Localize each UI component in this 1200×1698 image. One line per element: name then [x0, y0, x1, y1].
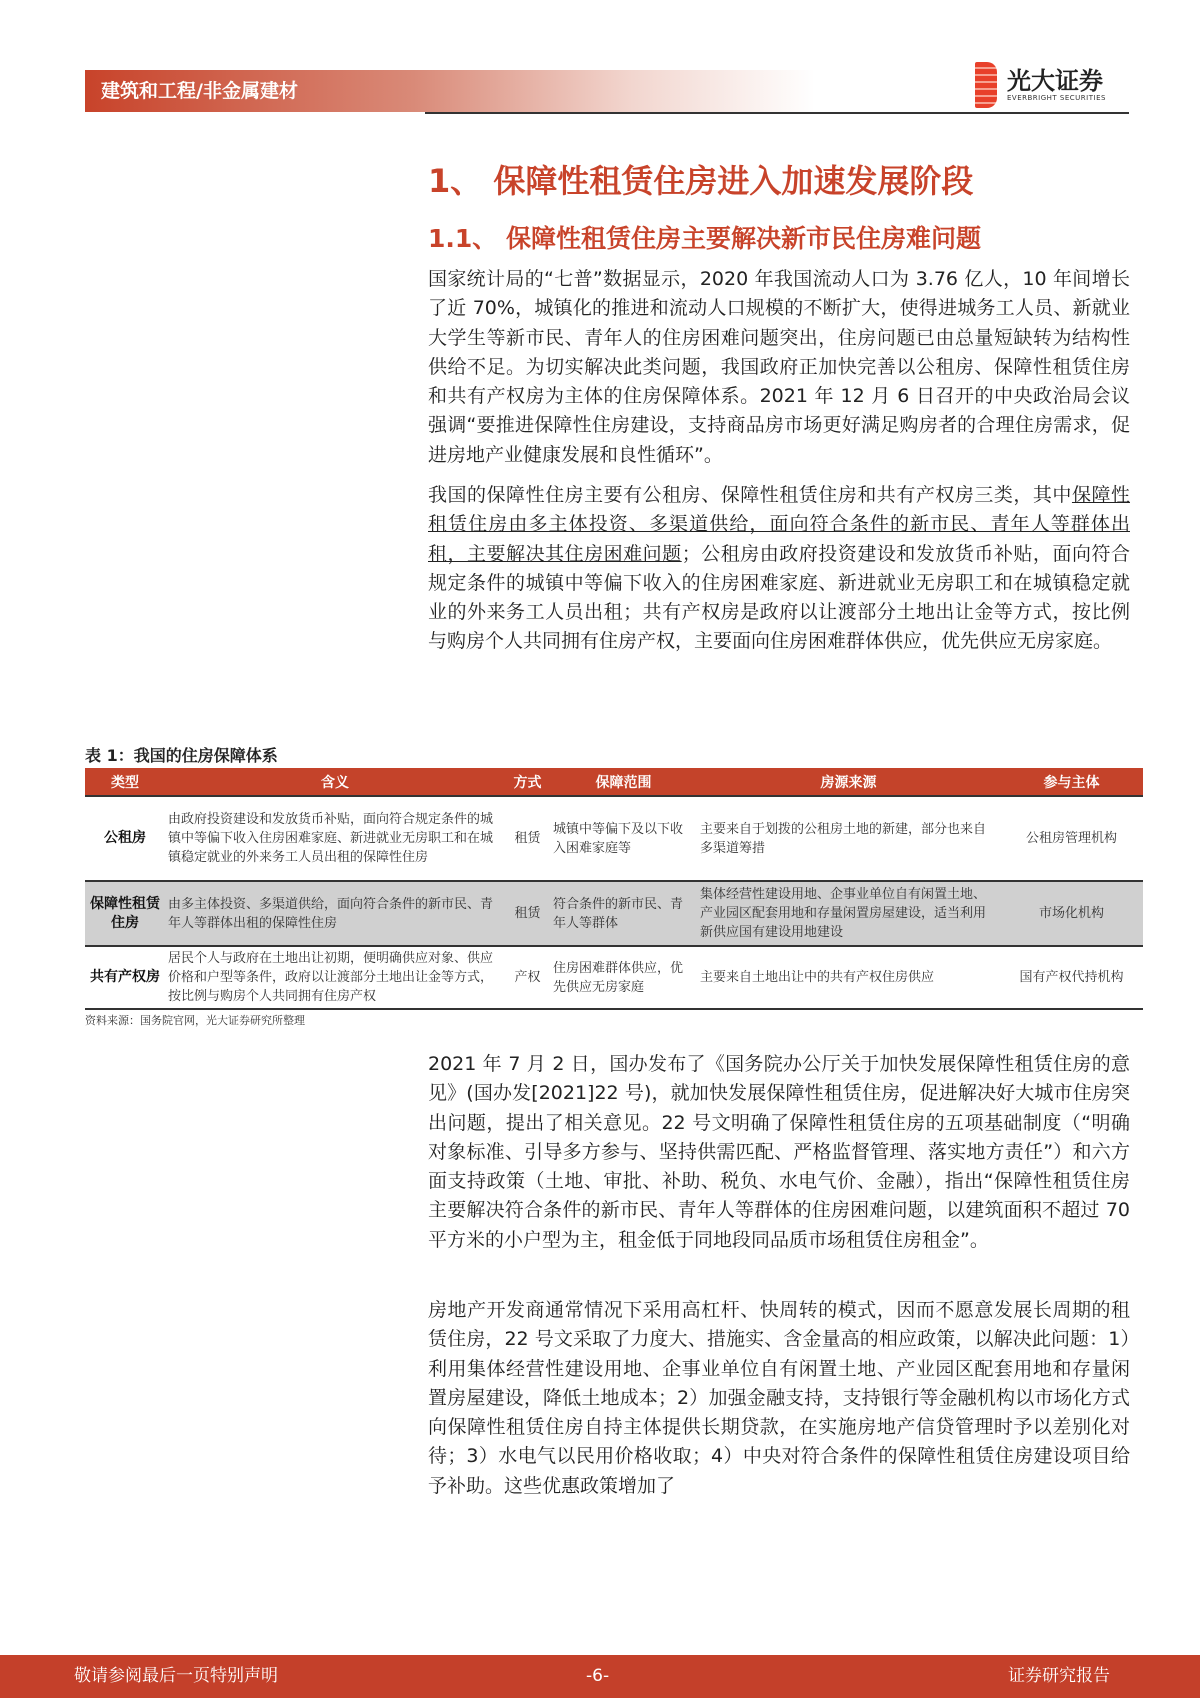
housing-table	[85, 768, 1143, 1010]
cell: 城镇中等偏下及以下收入困难家庭等	[550, 796, 697, 881]
paragraph-4: 房地产开发商通常情况下采用高杠杆、快周转的模式，因而不愿意发展长周期的租赁住房，22 号文采取了力度大、措施实、含金量高的相应政策，以解决此问题：1）利用集体经营性建设用地、企事业单位自有闲置土地、产业园区配套用地和存量闲置房屋建设，降低土地成本；2）加强金融支持，支持银行等金融机构以市场化方式向保障性租赁住房自持主体提供长期贷款，在实施房地产信贷管理时予以差别化对待；3）水电气以民用价格收取；4）中央对符合条件的保障性租赁住房建设项目给予补助。这些优惠政策增加了	[428, 1299, 1130, 1497]
underlined-text: 保障性租赁住房由多主体投资、多渠道供给，面向符合条件的新市民、青年人等群体出租，主要解决其住房困难问题	[428, 484, 1130, 565]
paragraph-3: 2021 年 7 月 2 日，国办发布了《国务院办公厅关于加快发展保障性租赁住房的意见》(国办发[2021]22 号)，就加快发展保障性租赁住房，促进解决好大城市住房突出问题，提出了相关意见。22 号文明确了保障性租赁住房的五项基础制度（“明确对象标准、引导多方参与、坚持供需匹配、严格监督管理、落实地方责任”）和六方面支持政策（土地、审批、补助、税负、水电气价、金融），指出“保障性租赁住房主要解决符合条件的新市民、青年人等群体的住房困难问题，以建筑面积不超过 70 平方米的小户型为主，租金低于同地段同品质市场租赁住房租金”。	[428, 1053, 1130, 1251]
table-row	[85, 796, 1143, 881]
cell: 共有产权房	[85, 946, 165, 1009]
cell: 国有产权代持机构	[1000, 946, 1143, 1009]
col-header: 房源来源	[697, 768, 1000, 796]
cell: 符合条件的新市民、青年人等群体	[550, 881, 697, 946]
header-divider	[425, 112, 1129, 114]
heading-1: 1、 保障性租赁住房进入加速发展阶段	[428, 162, 974, 200]
cell: 租赁	[505, 796, 550, 881]
page-number: -6-	[586, 1666, 610, 1686]
disclaimer-note: 敬请参阅最后一页特别声明	[74, 1666, 278, 1686]
table-title: 表 1：我国的住房保障体系	[85, 746, 278, 765]
footer-bar	[0, 1655, 1200, 1698]
col-header: 含义	[165, 768, 505, 796]
heading-1-1: 1.1、 保障性租赁住房主要解决新市民住房难问题	[428, 224, 981, 253]
cell: 主要来自土地出让中的共有产权住房供应	[697, 946, 1000, 1009]
text: 我国的保障性住房主要有公租房、保障性租赁住房和共有产权房三类，其中	[428, 484, 1072, 506]
logo-subtext: EVERBRIGHT SECURITIES	[1007, 94, 1106, 102]
cell: 市场化机构	[1000, 881, 1143, 946]
cell: 集体经营性建设用地、企事业单位自有闲置土地、产业园区配套用地和存量闲置房屋建设，适当利用新供应国有建设用地建设	[697, 881, 1000, 946]
paragraph-2	[428, 481, 1130, 657]
cell: 由政府投资建设和发放货币补贴，面向符合规定条件的城镇中等偏下收入住房困难家庭、新进就业无房职工和在城镇稳定就业的外来务工人员出租的保障性住房	[165, 796, 505, 881]
col-header: 参与主体	[1000, 768, 1143, 796]
cell: 产权	[505, 946, 550, 1009]
cell: 公租房	[85, 796, 165, 881]
everbright-logo	[975, 62, 1106, 108]
cell: 主要来自于划拨的公租房土地的新建，部分也来自多渠道筹措	[697, 796, 1000, 881]
col-header: 类型	[85, 768, 165, 796]
cell: 保障性租赁住房	[85, 881, 165, 946]
logo-text: 光大证券	[1007, 67, 1103, 95]
table-row	[85, 946, 1143, 1009]
cell: 由多主体投资、多渠道供给，面向符合条件的新市民、青年人等群体出租的保障性住房	[165, 881, 505, 946]
text: ；公租房由政府投资建设和发放货币补贴，面向符合规定条件的城镇中等偏下收入的住房困难家庭、新进就业无房职工和在城镇稳定就业的外来务工人员出租；共有产权房是政府以让渡部分土地出让金等方式，按比例与购房个人共同拥有住房产权，主要面向住房困难群体供应，优先供应无房家庭。	[428, 542, 1130, 653]
col-header: 保障范围	[550, 768, 697, 796]
cell: 住房困难群体供应，优先供应无房家庭	[550, 946, 697, 1009]
table-source: 资料来源：国务院官网，光大证券研究所整理	[85, 1014, 305, 1027]
logo-mark-icon	[975, 62, 997, 108]
table-row	[85, 881, 1143, 946]
paragraph-1: 国家统计局的“七普”数据显示，2020 年我国流动人口为 3.76 亿人，10 年间增长了近 70%，城镇化的推进和流动人口规模的不断扩大，使得进城务工人员、新就业大学生等新市民、青年人的住房困难问题突出，住房问题已由总量短缺转为结构性供给不足。为切实解决此类问题，我国政府正加快完善以公租房、保障性租赁住房和共有产权房为主体的住房保障体系。2021 年 12 月 6 日召开的中央政治局会议强调“要推进保障性住房建设，支持商品房市场更好满足购房者的合理住房需求，促进房地产业健康发展和良性循环”。	[428, 268, 1130, 466]
cell: 居民个人与政府在土地出让初期，便明确供应对象、供应价格和户型等条件，政府以让渡部分土地出让金等方式，按比例与购房个人共同拥有住房产权	[165, 946, 505, 1009]
cell: 租赁	[505, 881, 550, 946]
report-type: 证券研究报告	[1008, 1666, 1110, 1686]
col-header: 方式	[505, 768, 550, 796]
section-banner: 建筑和工程/非金属建材	[85, 70, 815, 112]
cell: 公租房管理机构	[1000, 796, 1143, 881]
